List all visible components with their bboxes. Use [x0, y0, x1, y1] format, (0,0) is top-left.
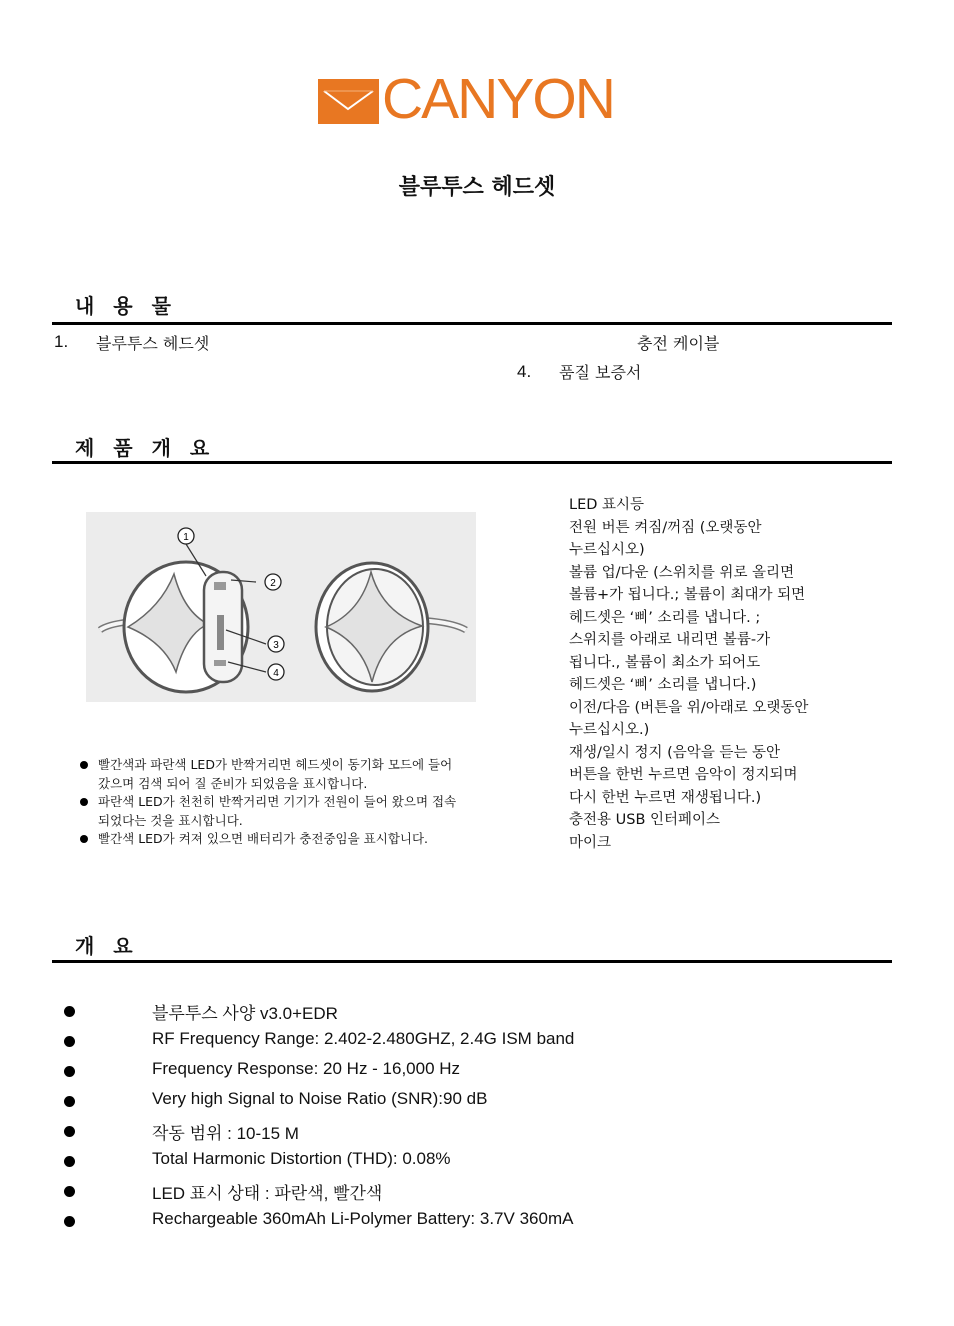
logo-wordmark: CANYON: [382, 67, 614, 131]
headset-diagram: [86, 512, 476, 702]
component-descriptions: [569, 494, 889, 854]
specs-list: [60, 998, 900, 1238]
led-notes-list: [78, 756, 458, 849]
spec-text: 블루투스 사양 v3.0+EDR: [152, 1004, 338, 1023]
description-line: 다시 한번 누르면 재생됩니다.): [569, 789, 762, 806]
list-item: [60, 1088, 900, 1118]
envelope-icon: [318, 79, 379, 124]
list-item: [60, 1058, 900, 1088]
list-item: [60, 1208, 900, 1238]
contents-rule: [52, 322, 892, 325]
specs-rule: [52, 960, 892, 963]
description-line: 누르십시오): [569, 542, 645, 558]
contents-item-label: 충전 케이블: [637, 334, 720, 353]
spec-text: Total Harmonic Distortion (THD): 0.08%: [152, 1149, 451, 1168]
description-line: 충전용 USB 인터페이스: [569, 812, 721, 828]
spec-text: Frequency Response: 20 Hz - 16,000 Hz: [152, 1059, 461, 1078]
list-item: [60, 998, 900, 1028]
description-line: 누르십시오.): [569, 722, 650, 738]
list-item: [60, 1118, 900, 1148]
list-item: [60, 1148, 900, 1178]
callout-label: 1: [183, 532, 189, 543]
description-line: 전원 버튼 켜짐/꺼짐 (오랫동안: [569, 519, 762, 536]
bullet-icon: [64, 1036, 75, 1047]
list-item: 빨간색과 파란색 LED가 반짝거리면 헤드셋이 동기화 모드에 들어갔으며 검색 되어 질 준비가 되었음을 표시합니다.: [78, 756, 458, 793]
description-line: 됩니다., 볼륨이 최소가 되어도: [569, 654, 761, 671]
bullet-icon: [64, 1186, 75, 1197]
bullet-icon: [64, 1006, 75, 1017]
description-line: 헤드셋은 ‘삐’ 소리를 냅니다.): [569, 677, 757, 693]
list-item: [60, 1178, 900, 1208]
spec-text: RF Frequency Range: 2.402-2.480GHZ, 2.4G ISM band: [152, 1029, 575, 1048]
contents-heading: 내 용 물: [75, 294, 177, 318]
description-line: LED 표시등: [569, 497, 645, 513]
callout-label: 3: [273, 640, 279, 651]
callout-label: 2: [270, 578, 276, 589]
contents-item-label: 품질 보증서: [559, 363, 642, 382]
canyon-logo: [318, 67, 648, 131]
bullet-icon: [64, 1126, 75, 1137]
overview-rule: [52, 461, 892, 464]
list-item: 파란색 LED가 천천히 반짝거리면 기기가 전원이 들어 왔으며 접속 되었다는 것을 표시합니다.: [78, 793, 458, 830]
description-line: 재생/일시 정지 (음악을 듣는 동안: [569, 744, 781, 761]
spec-text: Rechargeable 360mAh Li-Polymer Battery: 3.7V 360mA: [152, 1209, 574, 1228]
description-line: 볼륨+가 됩니다.; 볼륨이 최대가 되면: [569, 587, 806, 603]
list-item: [60, 1028, 900, 1058]
description-line: 헤드셋은 ‘삐’ 소리를 냅니다. ;: [569, 609, 761, 626]
contents-item-number: 1.: [54, 332, 69, 351]
bullet-icon: [64, 1096, 75, 1107]
bullet-icon: [64, 1216, 75, 1227]
document-title: 블루투스 헤드셋: [398, 175, 556, 200]
list-item: 빨간색 LED가 켜져 있으면 배터리가 충전중임을 표시합니다.: [78, 830, 458, 849]
spec-text: Very high Signal to Noise Ratio (SNR):90 dB: [152, 1089, 488, 1108]
contents-item-number: 4.: [517, 362, 532, 381]
contents-item-label: 블루투스 헤드셋: [96, 334, 210, 353]
callout-label: 4: [273, 668, 279, 679]
overview-heading: 제 품 개 요: [75, 436, 216, 460]
spec-text: LED 표시 상태 : 파란색, 빨간색: [152, 1184, 383, 1203]
spec-text: 작동 범위 : 10-15 M: [152, 1124, 299, 1143]
description-line: 이전/다음 (버튼을 위/아래로 오랫동안: [569, 699, 809, 716]
description-line: 버튼을 한번 누르면 음악이 정지되며: [569, 767, 798, 783]
description-line: 스위치를 아래로 내리면 볼륨-가: [569, 632, 771, 648]
description-line: 마이크: [569, 834, 612, 851]
description-line: 볼륨 업/다운 (스위치를 위로 올리면: [569, 564, 795, 581]
specs-heading: 개 요: [75, 934, 139, 958]
bullet-icon: [64, 1066, 75, 1077]
bullet-icon: [64, 1156, 75, 1167]
